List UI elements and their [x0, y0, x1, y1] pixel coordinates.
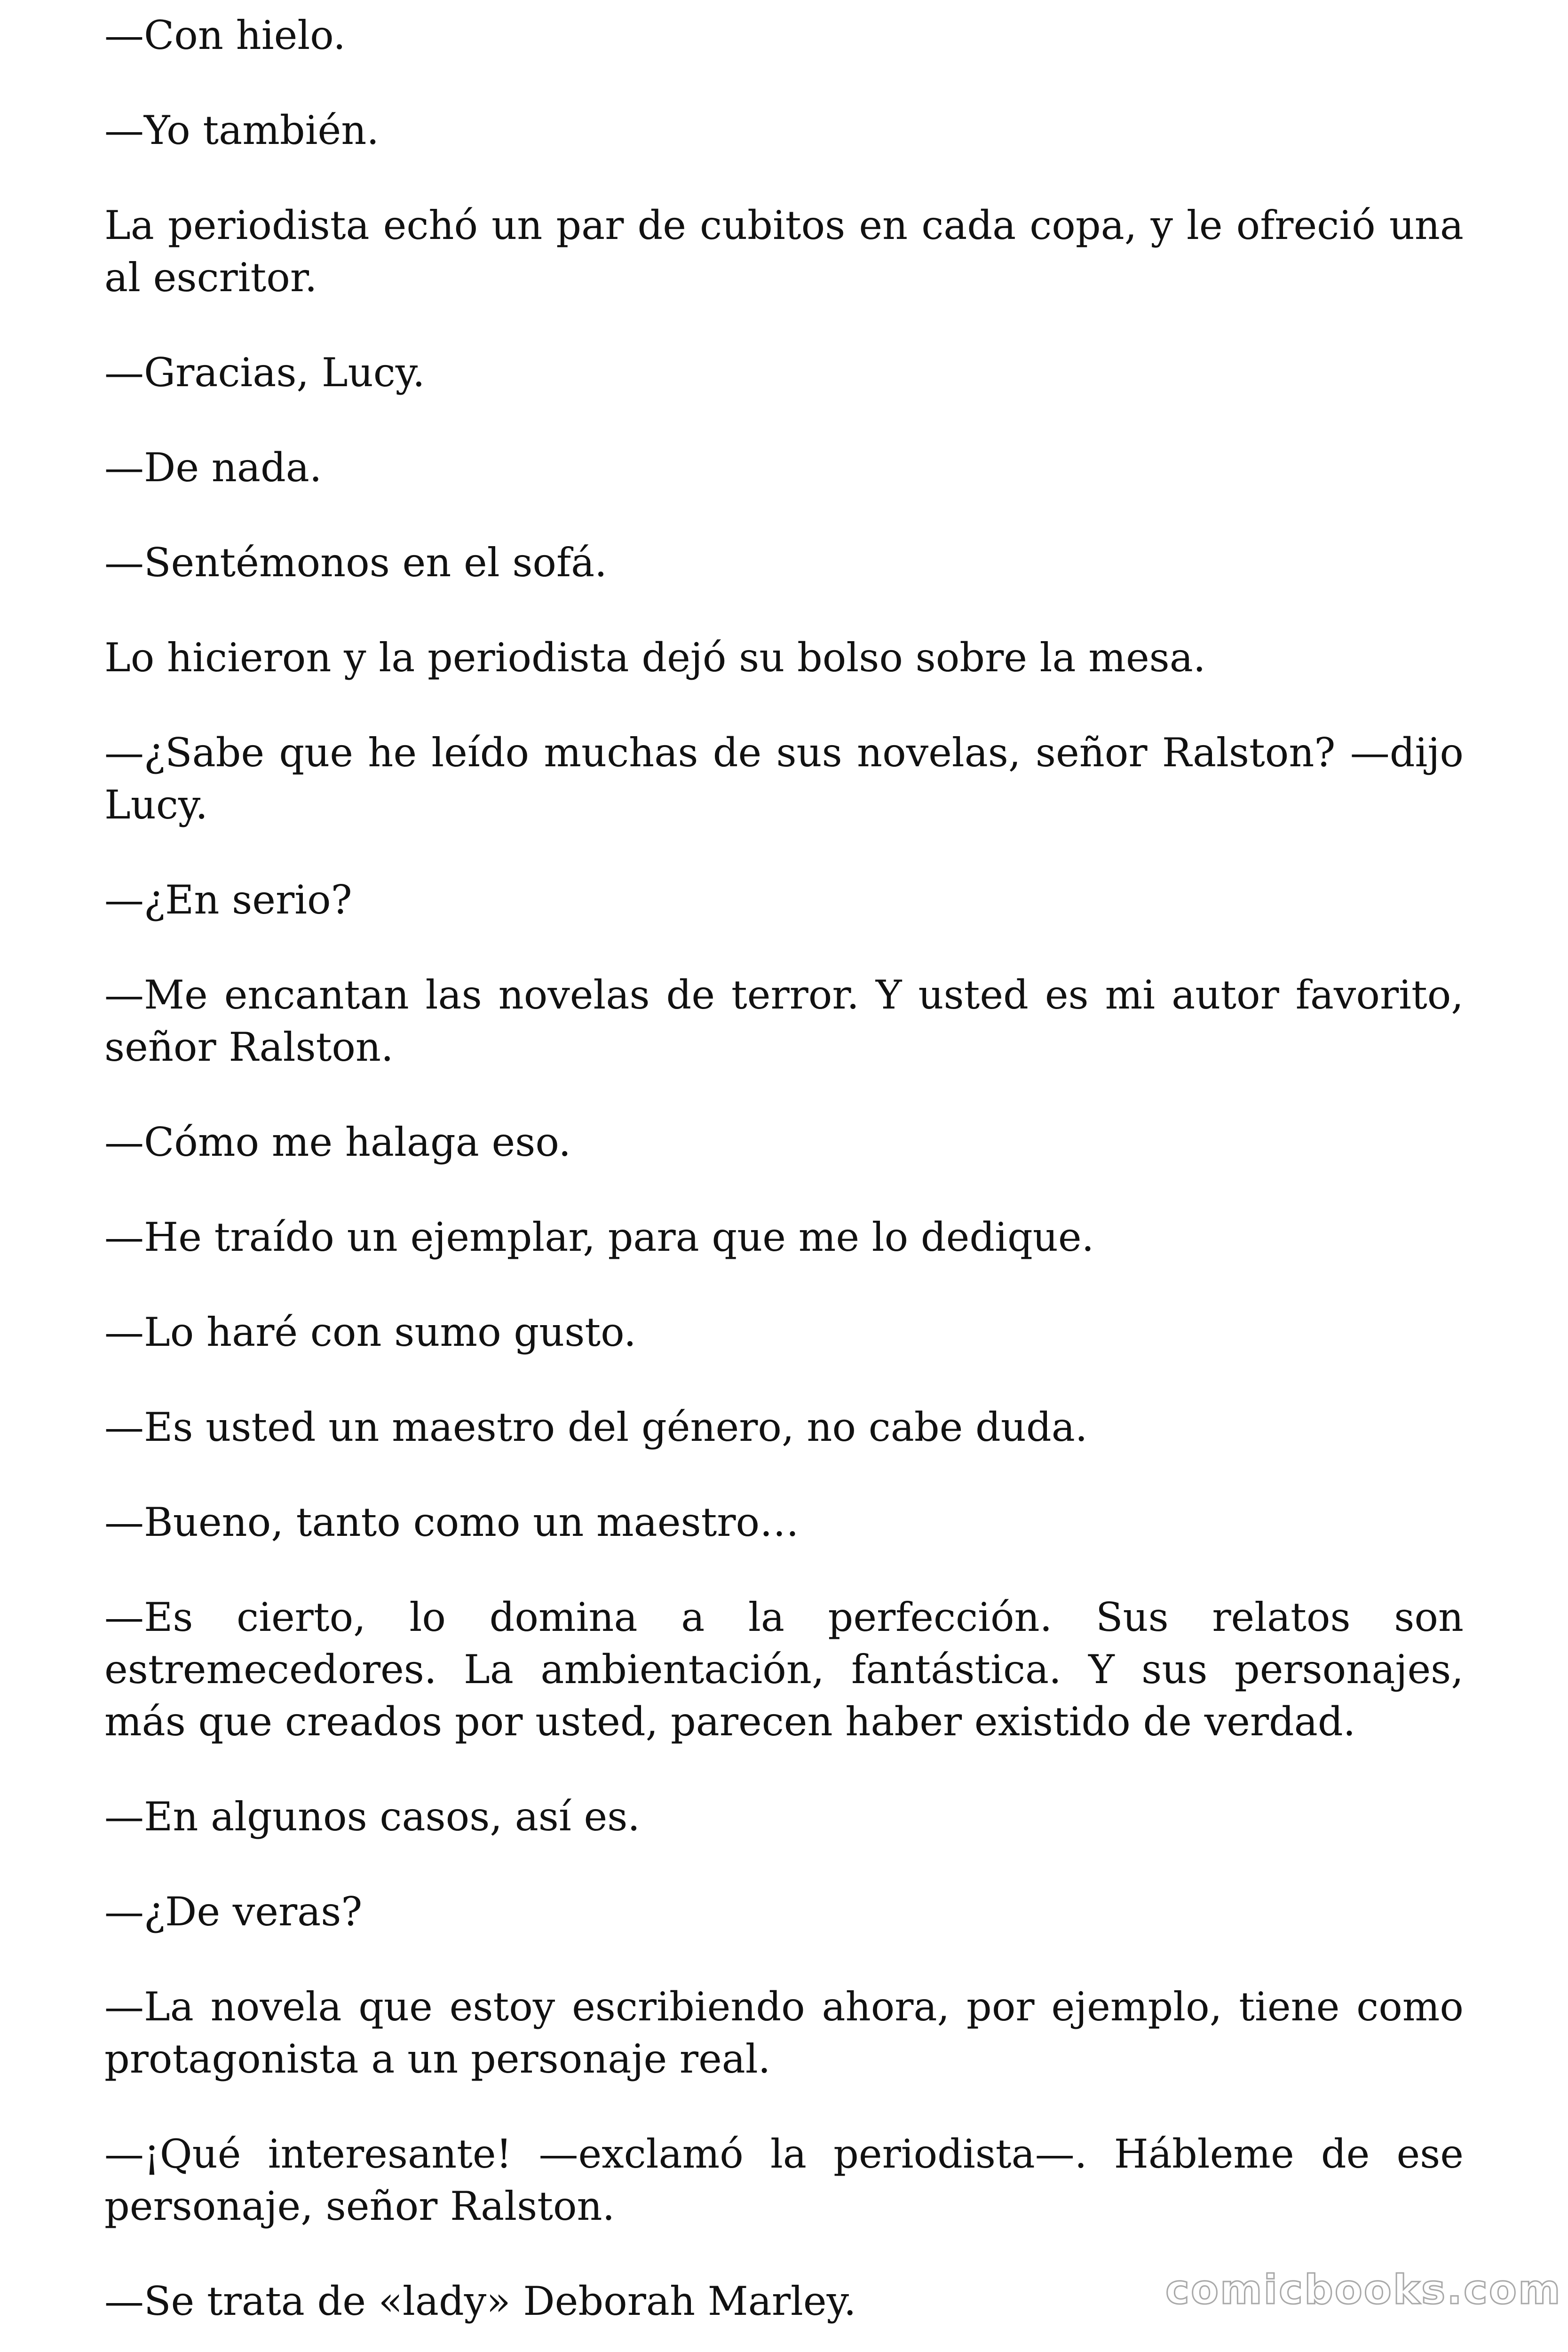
paragraph: —Es cierto, lo domina a la perfección. Sus relatos son estremecedores. La ambientación, fantástica. Y sus personajes, más que creados por usted, parecen haber existido de verdad. — [104, 1594, 1464, 1745]
paragraph: —Bueno, tanto como un maestro… — [104, 1499, 800, 1545]
paragraph: —Sentémonos en el sofá. — [104, 540, 607, 586]
paragraph: —Lo haré con sumo gusto. — [104, 1309, 636, 1355]
paragraph: —Con hielo. — [104, 12, 346, 58]
paragraph: Lo hicieron y la periodista dejó su bolso sobre la mesa. — [104, 635, 1206, 681]
paragraph: —Yo también. — [104, 107, 380, 153]
paragraph: —Es usted un maestro del género, no cabe duda. — [104, 1404, 1088, 1450]
paragraph: —¿Sabe que he leído muchas de sus novelas, señor Ralston? —dijo Lucy. — [104, 730, 1464, 828]
paragraph: —Cómo me halaga eso. — [104, 1119, 571, 1165]
paragraph: —En algunos casos, así es. — [104, 1794, 641, 1840]
paragraph: —La novela que estoy escribiendo ahora, por ejemplo, tiene como protagonista a un personaje real. — [104, 1984, 1464, 2082]
paragraph: —Gracias, Lucy. — [104, 350, 425, 396]
paragraph: —Se trata de «lady» Deborah Marley. — [104, 2278, 856, 2324]
paragraph: —¿En serio? — [104, 877, 352, 923]
paragraph: —He traído un ejemplar, para que me lo dedique. — [104, 1214, 1094, 1260]
paragraph: —¡Qué interesante! —exclamó la periodista—. Hábleme de ese personaje, señor Ralston. — [104, 2131, 1464, 2229]
watermark: comicbooks.com — [1165, 2266, 1562, 2313]
paragraph: La periodista echó un par de cubitos en cada copa, y le ofreció una al escritor. — [104, 202, 1464, 301]
paragraph: —De nada. — [104, 445, 322, 491]
paragraph: —Me encantan las novelas de terror. Y usted es mi autor favorito, señor Ralston. — [104, 972, 1464, 1070]
paragraph: —¿De veras? — [104, 1889, 363, 1935]
body-text — [104, 9, 1464, 2352]
